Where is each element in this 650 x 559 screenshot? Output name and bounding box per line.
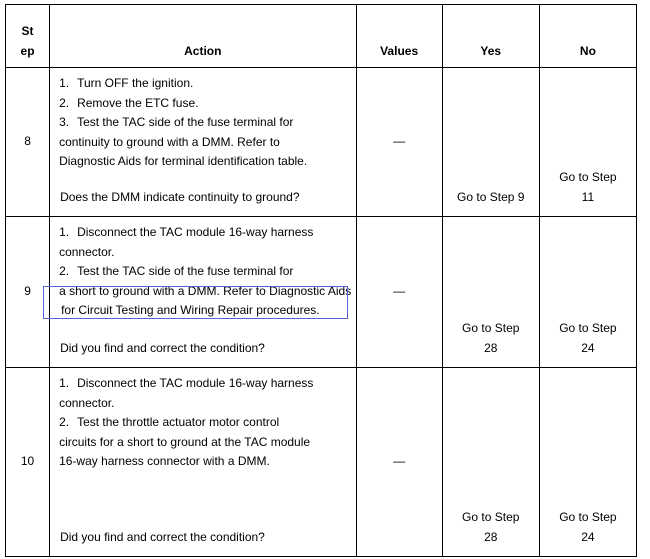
header-step [6,5,50,68]
header-step-line2: ep [20,43,35,58]
action-line: 1. Turn OFF the ignition. [59,76,194,90]
no-text: Go to Step [559,510,617,524]
action-line: 3. Test the TAC side of the fuse terminal for [59,115,294,129]
no-step: 11 [581,189,595,204]
no-step: 24 [581,340,595,355]
yes-text: Go to Step [462,510,520,524]
value-cell: — [356,368,442,557]
action-line: 2. Remove the ETC fuse. [59,95,199,110]
action-question: Does the DMM indicate continuity to ground? [60,189,300,204]
action-line: circuits for a short to ground at the TAC module [59,434,311,449]
table-row-step-9 [6,217,637,368]
step-number: 10 [6,368,50,557]
action-line: Diagnostic Aids for terminal identification table. [59,154,308,168]
action-line: a short to ground with a DMM. Refer to Diagnostic Aids [59,283,352,298]
action-line: 1. Disconnect the TAC module 16-way harness [59,376,314,390]
yes-cell [442,368,539,557]
action-line: 2. Test the throttle actuator motor control [59,415,280,429]
no-text: Go to Step [559,321,617,335]
table-row-step-10 [6,368,637,557]
diagnostic-table [5,4,637,557]
yes-cell [442,68,539,217]
yes-text: Go to Step 9 [457,189,525,204]
no-cell [539,68,636,217]
yes-text: Go to Step [462,321,520,335]
action-question: Did you find and correct the condition? [60,340,265,355]
yes-step: 28 [484,529,498,544]
step-number: 8 [6,68,50,217]
step-number: 9 [6,217,50,368]
value-cell: — [356,68,442,217]
action-line: connector. [59,244,115,259]
yes-step: 28 [484,340,498,355]
value-cell: — [356,217,442,368]
header-step-line1: St [21,24,34,38]
header-yes: Yes [442,5,539,68]
header-values: Values [356,5,442,68]
action-cell [50,68,356,217]
no-text: Go to Step [559,170,617,184]
action-cell [50,217,356,368]
action-line: 1. Disconnect the TAC module 16-way harness [59,225,314,239]
yes-cell [442,217,539,368]
action-line: continuity to ground with a DMM. Refer to [59,134,280,149]
no-step: 24 [581,529,595,544]
table-row-step-8 [6,68,637,217]
action-cell [50,368,356,557]
action-line: 16-way harness connector with a DMM. [59,454,270,468]
header-row [6,5,637,68]
action-line: for Circuit Testing and Wiring Repair procedures. [61,303,320,317]
action-line: 2. Test the TAC side of the fuse terminal for [59,264,294,278]
action-question: Did you find and correct the condition? [60,529,265,544]
no-cell [539,217,636,368]
header-action: Action [50,5,356,68]
action-line: connector. [59,395,115,410]
header-no: No [539,5,636,68]
no-cell [539,368,636,557]
